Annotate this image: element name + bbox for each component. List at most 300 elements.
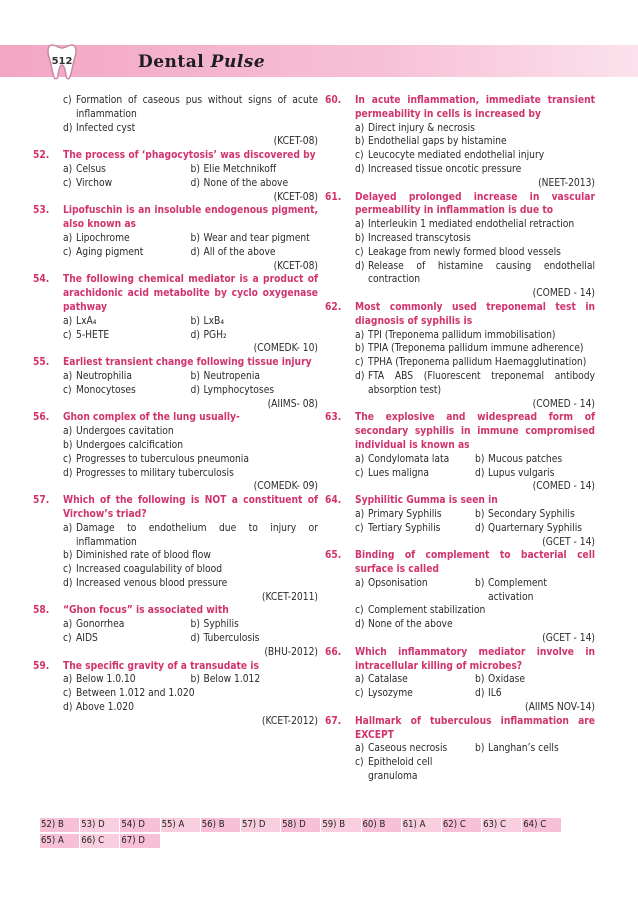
answer-cell (40, 834, 80, 848)
source-tag: (AIIMS- 08) (267, 398, 318, 410)
option-text: PGH₂ (203, 329, 227, 341)
option-letter: b) (190, 674, 200, 686)
option-letter: d) (190, 329, 200, 341)
question-number: 54. (33, 274, 50, 286)
option-list (325, 577, 595, 632)
option-text: Gonorrhea (76, 619, 125, 631)
option (63, 618, 191, 632)
question-line (325, 494, 595, 508)
source-tag: (COMED - 14) (532, 481, 595, 493)
option-text: Monocytoses (76, 384, 136, 396)
option-letter: d) (63, 702, 73, 714)
option-list (325, 673, 595, 701)
source-tag: (KCET-08) (273, 191, 318, 203)
option (191, 177, 319, 191)
answer-cell (482, 818, 522, 832)
source-tag: (KCET-08) (273, 136, 318, 148)
option-text: Complement activation (488, 577, 547, 603)
option-text: Diminished rate of blood flow (76, 550, 211, 562)
source-tag: (BHU-2012) (264, 646, 318, 658)
source-tag: (KCET-2011) (261, 591, 318, 603)
question-text: Lipofuschin is an insoluble endogenous pigment, also known as (63, 205, 318, 231)
option (355, 467, 475, 481)
option-text: Release of histamine causing endothelial contraction (368, 260, 595, 286)
question-text: In acute inflammation, immediate transient permeability in cells is increased by (355, 95, 595, 120)
source-tag: (NEET-2013) (538, 177, 595, 189)
option-letter: c) (355, 522, 364, 534)
brand-title (138, 52, 265, 72)
question (33, 204, 318, 273)
answer-value: B (339, 819, 346, 830)
option (63, 467, 318, 481)
answer-value: D (138, 835, 145, 846)
question-line (325, 94, 595, 122)
option-text: IL6 (488, 688, 502, 700)
question (325, 494, 595, 549)
option (475, 508, 595, 522)
option-letter: a) (63, 370, 73, 382)
answer-cell (321, 818, 361, 832)
option-list (33, 315, 318, 343)
brand-accent: Pulse (210, 52, 266, 72)
option (475, 577, 595, 605)
question-text: Delayed prolonged increase in vascular permeability in inflammation is due to (355, 191, 595, 217)
question-text: The specific gravity of a transudate is (63, 660, 259, 672)
answer-number: 61) (402, 819, 417, 830)
option-letter: c) (63, 688, 72, 700)
option (355, 453, 475, 467)
option-letter: c) (355, 246, 364, 258)
option-letter: d) (63, 467, 73, 479)
option-letter: b) (190, 163, 200, 175)
option-text: Neutropenia (203, 370, 260, 382)
option-row (355, 577, 595, 605)
option-text: Interleukin 1 mediated endothelial retraction (368, 219, 575, 231)
option-text: Lipochrome (76, 232, 130, 244)
option-letter: b) (63, 550, 73, 562)
answer-number: 56) (201, 819, 216, 830)
option (355, 370, 595, 398)
answer-cell (281, 818, 321, 832)
question-line (33, 273, 318, 314)
question (325, 191, 595, 301)
option (355, 577, 475, 605)
source-tag: (COMEDK- 10) (253, 343, 318, 355)
option-text: Tuberculosis (203, 633, 260, 645)
question (33, 494, 318, 604)
option-list (33, 370, 318, 398)
option-letter: b) (190, 315, 200, 327)
option-text: None of the above (203, 177, 289, 189)
question-text: Ghon complex of the lung usually- (63, 412, 240, 424)
option-row (355, 467, 595, 481)
option (63, 439, 318, 453)
question-text: “Ghon focus” is associated with (63, 605, 229, 617)
question (33, 356, 318, 411)
option-letter: c) (63, 453, 72, 465)
answer-number: 66) (81, 835, 96, 846)
option-text: Lupus vulgaris (488, 467, 555, 479)
option-text: Below 1.012 (203, 674, 261, 686)
option-text: TPIA (Treponema pallidum immune adherence) (368, 343, 584, 355)
answer-number: 67) (121, 835, 136, 846)
answer-number: 52) (41, 819, 56, 830)
question-text: The process of ‘phagocytosis’ was discovered by (63, 150, 316, 162)
option-letter: a) (63, 163, 73, 175)
left-question-list (33, 149, 318, 728)
question-number: 60. (325, 95, 342, 106)
answer-value: D (299, 819, 306, 830)
source-tag: (AIIMS NOV-14) (525, 702, 595, 714)
option-letter: b) (475, 453, 485, 465)
answer-value: C (459, 819, 466, 830)
option-letter: a) (63, 426, 73, 438)
option-list (325, 329, 595, 398)
option-letter: d) (355, 619, 365, 631)
option-text: Lymphocytoses (203, 384, 275, 396)
answer-value: B (218, 819, 225, 830)
option-text: Leakage from newly formed blood vessels (368, 246, 561, 258)
source-tag: (COMEDK- 09) (253, 481, 318, 493)
option-text: 5-HETE (76, 329, 110, 341)
option (355, 356, 595, 370)
option-row (63, 329, 318, 343)
option-text: Lysozyme (368, 688, 413, 700)
answer-cell (442, 818, 482, 832)
option (475, 453, 595, 467)
question-line (33, 356, 318, 370)
option-list (325, 122, 595, 177)
answer-value: D (98, 819, 105, 830)
option-letter: b) (355, 136, 365, 148)
option-text: Endothelial gaps by histamine (368, 136, 507, 148)
option (475, 687, 595, 701)
option-text: Tertiary Syphilis (368, 522, 441, 534)
answer-number: 60) (362, 819, 377, 830)
question-text: Syphilitic Gumma is seen in (355, 495, 498, 507)
question-text: Earliest transient change following tissue injury (63, 357, 312, 369)
option-letter: b) (63, 439, 73, 451)
question-number: 59. (33, 660, 50, 672)
option-letter: d) (63, 122, 73, 134)
option-letter: b) (475, 577, 485, 589)
answer-value: C (98, 835, 105, 846)
option-letter: b) (355, 343, 365, 355)
option-text: Oxidase (488, 674, 526, 686)
option (63, 329, 191, 343)
option (475, 742, 595, 756)
option-text: Increased tissue oncotic pressure (368, 163, 522, 175)
option (355, 618, 595, 632)
option-text: Virchow (76, 177, 113, 189)
option-text: Lues maligna (368, 467, 429, 479)
question-text: The following chemical mediator is a product of arachidonic acid metabolite by cyclo oxygenase pathway (63, 274, 318, 313)
option (63, 122, 318, 136)
answer-cell (161, 818, 201, 832)
option-row (63, 673, 318, 687)
option-letter: b) (355, 232, 365, 244)
option-text: Langhan’s cells (488, 743, 559, 755)
question (33, 660, 318, 729)
option (475, 673, 595, 687)
option-text: Undergoes calcification (76, 439, 184, 451)
option (63, 163, 191, 177)
question-number: 64. (325, 495, 342, 507)
source-tag: (GCET - 14) (542, 536, 595, 548)
question-number: 66. (325, 646, 342, 658)
question-line (33, 204, 318, 232)
option-list (325, 453, 595, 481)
option (475, 467, 595, 481)
answer-number: 58) (282, 819, 297, 830)
option (63, 177, 191, 191)
question-line (325, 646, 595, 674)
option-text: Aging pigment (76, 246, 144, 258)
question-line (33, 411, 318, 425)
option-text: Complement stabilization (368, 605, 486, 617)
question-number: 52. (33, 150, 50, 162)
option-letter: c) (355, 150, 364, 162)
option (355, 508, 475, 522)
option-letter: c) (63, 384, 72, 396)
brand-word: Dental (138, 52, 205, 72)
option (355, 342, 595, 356)
question-line (325, 549, 595, 577)
option-letter: d) (475, 522, 485, 534)
question-number: 56. (33, 412, 50, 424)
question-line (33, 149, 318, 163)
option-list (33, 163, 318, 191)
answer-cell (362, 818, 402, 832)
option (475, 522, 595, 536)
answer-value: A (178, 819, 185, 830)
option-text: None of the above (368, 619, 453, 631)
option (355, 604, 595, 618)
option (63, 701, 318, 715)
option-text: Damage to endothelium due to injury or inflammation (76, 522, 318, 548)
question-line (33, 604, 318, 618)
option-letter: c) (63, 633, 72, 645)
option (355, 163, 595, 177)
question-number: 67. (325, 715, 342, 727)
option-text: Caseous necrosis (368, 743, 448, 755)
source-tag: (KCET-2012) (261, 715, 318, 727)
option (355, 329, 595, 343)
answer-value: D (138, 819, 145, 830)
option (355, 756, 475, 784)
answer-cell (120, 818, 160, 832)
option (63, 549, 318, 563)
option-row (63, 177, 318, 191)
answer-cell (241, 818, 281, 832)
question-number: 57. (33, 495, 50, 507)
question-text: Which of the following is NOT a constituent of Virchow’s triad? (63, 495, 318, 520)
option (63, 673, 191, 687)
option-text: Direct injury & necrosis (368, 122, 475, 134)
option (191, 232, 319, 246)
option-letter: c) (355, 757, 364, 769)
option (191, 246, 319, 260)
option (355, 218, 595, 232)
option-text: Opsonisation (368, 577, 428, 589)
question (325, 301, 595, 411)
option-letter: c) (355, 467, 364, 479)
option-text: Mucous patches (488, 453, 563, 465)
answer-cell (40, 818, 80, 832)
answer-row (40, 834, 598, 850)
option-text: Infected cyst (76, 122, 136, 134)
option-letter: a) (63, 232, 73, 244)
option-text: Leucocyte mediated endothelial injury (368, 150, 545, 162)
answer-number: 64) (523, 819, 538, 830)
option-letter: a) (355, 508, 365, 520)
option (191, 384, 319, 398)
option-letter: c) (63, 564, 72, 576)
option-letter: b) (475, 743, 485, 755)
option-letter: b) (190, 619, 200, 631)
answer-cell (522, 818, 562, 832)
question-text: The explosive and widespread form of secondary syphilis in immune compromised individual is known as (355, 412, 595, 451)
option-letter: a) (355, 743, 365, 755)
option (355, 232, 595, 246)
option (63, 370, 191, 384)
answer-number: 57) (241, 819, 257, 830)
option (355, 149, 595, 163)
answer-value: C (540, 819, 547, 830)
option-letter: a) (355, 674, 365, 686)
option-text: Secondary Syphilis (488, 508, 575, 520)
option-row (63, 384, 318, 398)
question-line (325, 191, 595, 219)
option (63, 94, 318, 122)
option-text: All of the above (203, 246, 276, 258)
answer-cell (120, 834, 160, 848)
question (325, 94, 595, 191)
answer-value: A (57, 835, 64, 846)
option-letter: a) (355, 453, 365, 465)
question (33, 149, 318, 204)
option-text: Formation of caseous pus without signs of acute inflammation (76, 95, 318, 120)
option-letter: b) (475, 674, 485, 686)
source-tag: (COMED - 14) (532, 288, 595, 300)
answer-value: B (57, 819, 64, 830)
option (355, 522, 475, 536)
option-letter: b) (190, 232, 200, 244)
question-number: 65. (325, 550, 342, 562)
option (191, 673, 319, 687)
option-letter: c) (63, 329, 72, 341)
option-letter: a) (355, 219, 365, 231)
question-number: 61. (325, 191, 342, 203)
option-list (325, 742, 595, 783)
option-letter: d) (190, 633, 200, 645)
option-letter: d) (190, 246, 200, 258)
question-line (325, 411, 595, 452)
question-text: Binding of complement to bacterial cell surface is called (355, 550, 595, 576)
option-text: FTA ABS (Fluorescent treponemal antibody absorption test) (368, 370, 595, 396)
option (355, 742, 475, 756)
option-list (33, 425, 318, 480)
question-number: 58. (33, 605, 50, 617)
option (63, 522, 318, 550)
option-letter: b) (190, 370, 200, 382)
option-row (355, 673, 595, 687)
option-text: LxB₄ (203, 315, 224, 327)
question-number: 55. (33, 357, 50, 369)
option-text: TPHA (Treponema pallidum Haemagglutination) (368, 357, 587, 369)
question-text: Which inflammatory mediator involve in intracellular killing of microbes? (355, 646, 595, 672)
option-text: Below 1.0.10 (76, 674, 136, 686)
option-list (33, 673, 318, 714)
option-row (63, 632, 318, 646)
option-letter: d) (475, 688, 485, 700)
option (63, 315, 191, 329)
answer-value: D (258, 819, 266, 830)
option-text: LxA₄ (76, 315, 97, 327)
option-text: Epitheloid cell granuloma (368, 757, 433, 783)
option (355, 260, 595, 288)
option-letter: c) (63, 177, 72, 189)
answer-number: 55) (161, 819, 176, 830)
option-letter: c) (355, 688, 364, 700)
option-letter: a) (355, 122, 365, 134)
question-text: Most commonly used treponemal test in diagnosis of syphilis is (355, 301, 595, 327)
option-letter: c) (63, 246, 72, 258)
option (63, 577, 318, 591)
source-tag: (COMED - 14) (532, 398, 595, 410)
option (63, 453, 318, 467)
answer-number: 59) (322, 819, 337, 830)
option-list (33, 618, 318, 646)
question (325, 646, 595, 715)
answer-cell (201, 818, 241, 832)
answer-cell (80, 818, 120, 832)
option (191, 329, 319, 343)
answer-cell (80, 834, 120, 848)
option (191, 370, 319, 384)
answer-value: B (379, 819, 386, 830)
answer-number: 62) (442, 819, 458, 830)
option-letter: a) (355, 577, 365, 589)
option (191, 315, 319, 329)
option-text: Condylomata lata (368, 453, 450, 465)
answer-number: 63) (483, 819, 498, 830)
option-letter: a) (63, 315, 73, 327)
option (63, 632, 191, 646)
option-letter: c) (355, 357, 364, 369)
option (63, 246, 191, 260)
option-text: Between 1.012 and 1.020 (76, 688, 195, 700)
source-tag: (KCET-08) (273, 260, 318, 272)
option (355, 246, 595, 260)
option (355, 673, 475, 687)
answer-key (40, 818, 598, 850)
option-letter: d) (190, 384, 200, 396)
right-column (325, 94, 595, 784)
option-list (325, 218, 595, 287)
option-text: Progresses to military tuberculosis (76, 467, 234, 479)
option-text: Primary Syphilis (368, 508, 442, 520)
option-text: Quarternary Syphilis (488, 522, 583, 534)
answer-number: 54) (121, 819, 136, 830)
question (33, 411, 318, 494)
option-text: AIDS (76, 633, 98, 645)
option-letter: d) (475, 467, 485, 479)
option-letter: a) (355, 329, 365, 341)
question (33, 604, 318, 659)
option-letter: d) (355, 260, 365, 272)
question-line (33, 660, 318, 674)
